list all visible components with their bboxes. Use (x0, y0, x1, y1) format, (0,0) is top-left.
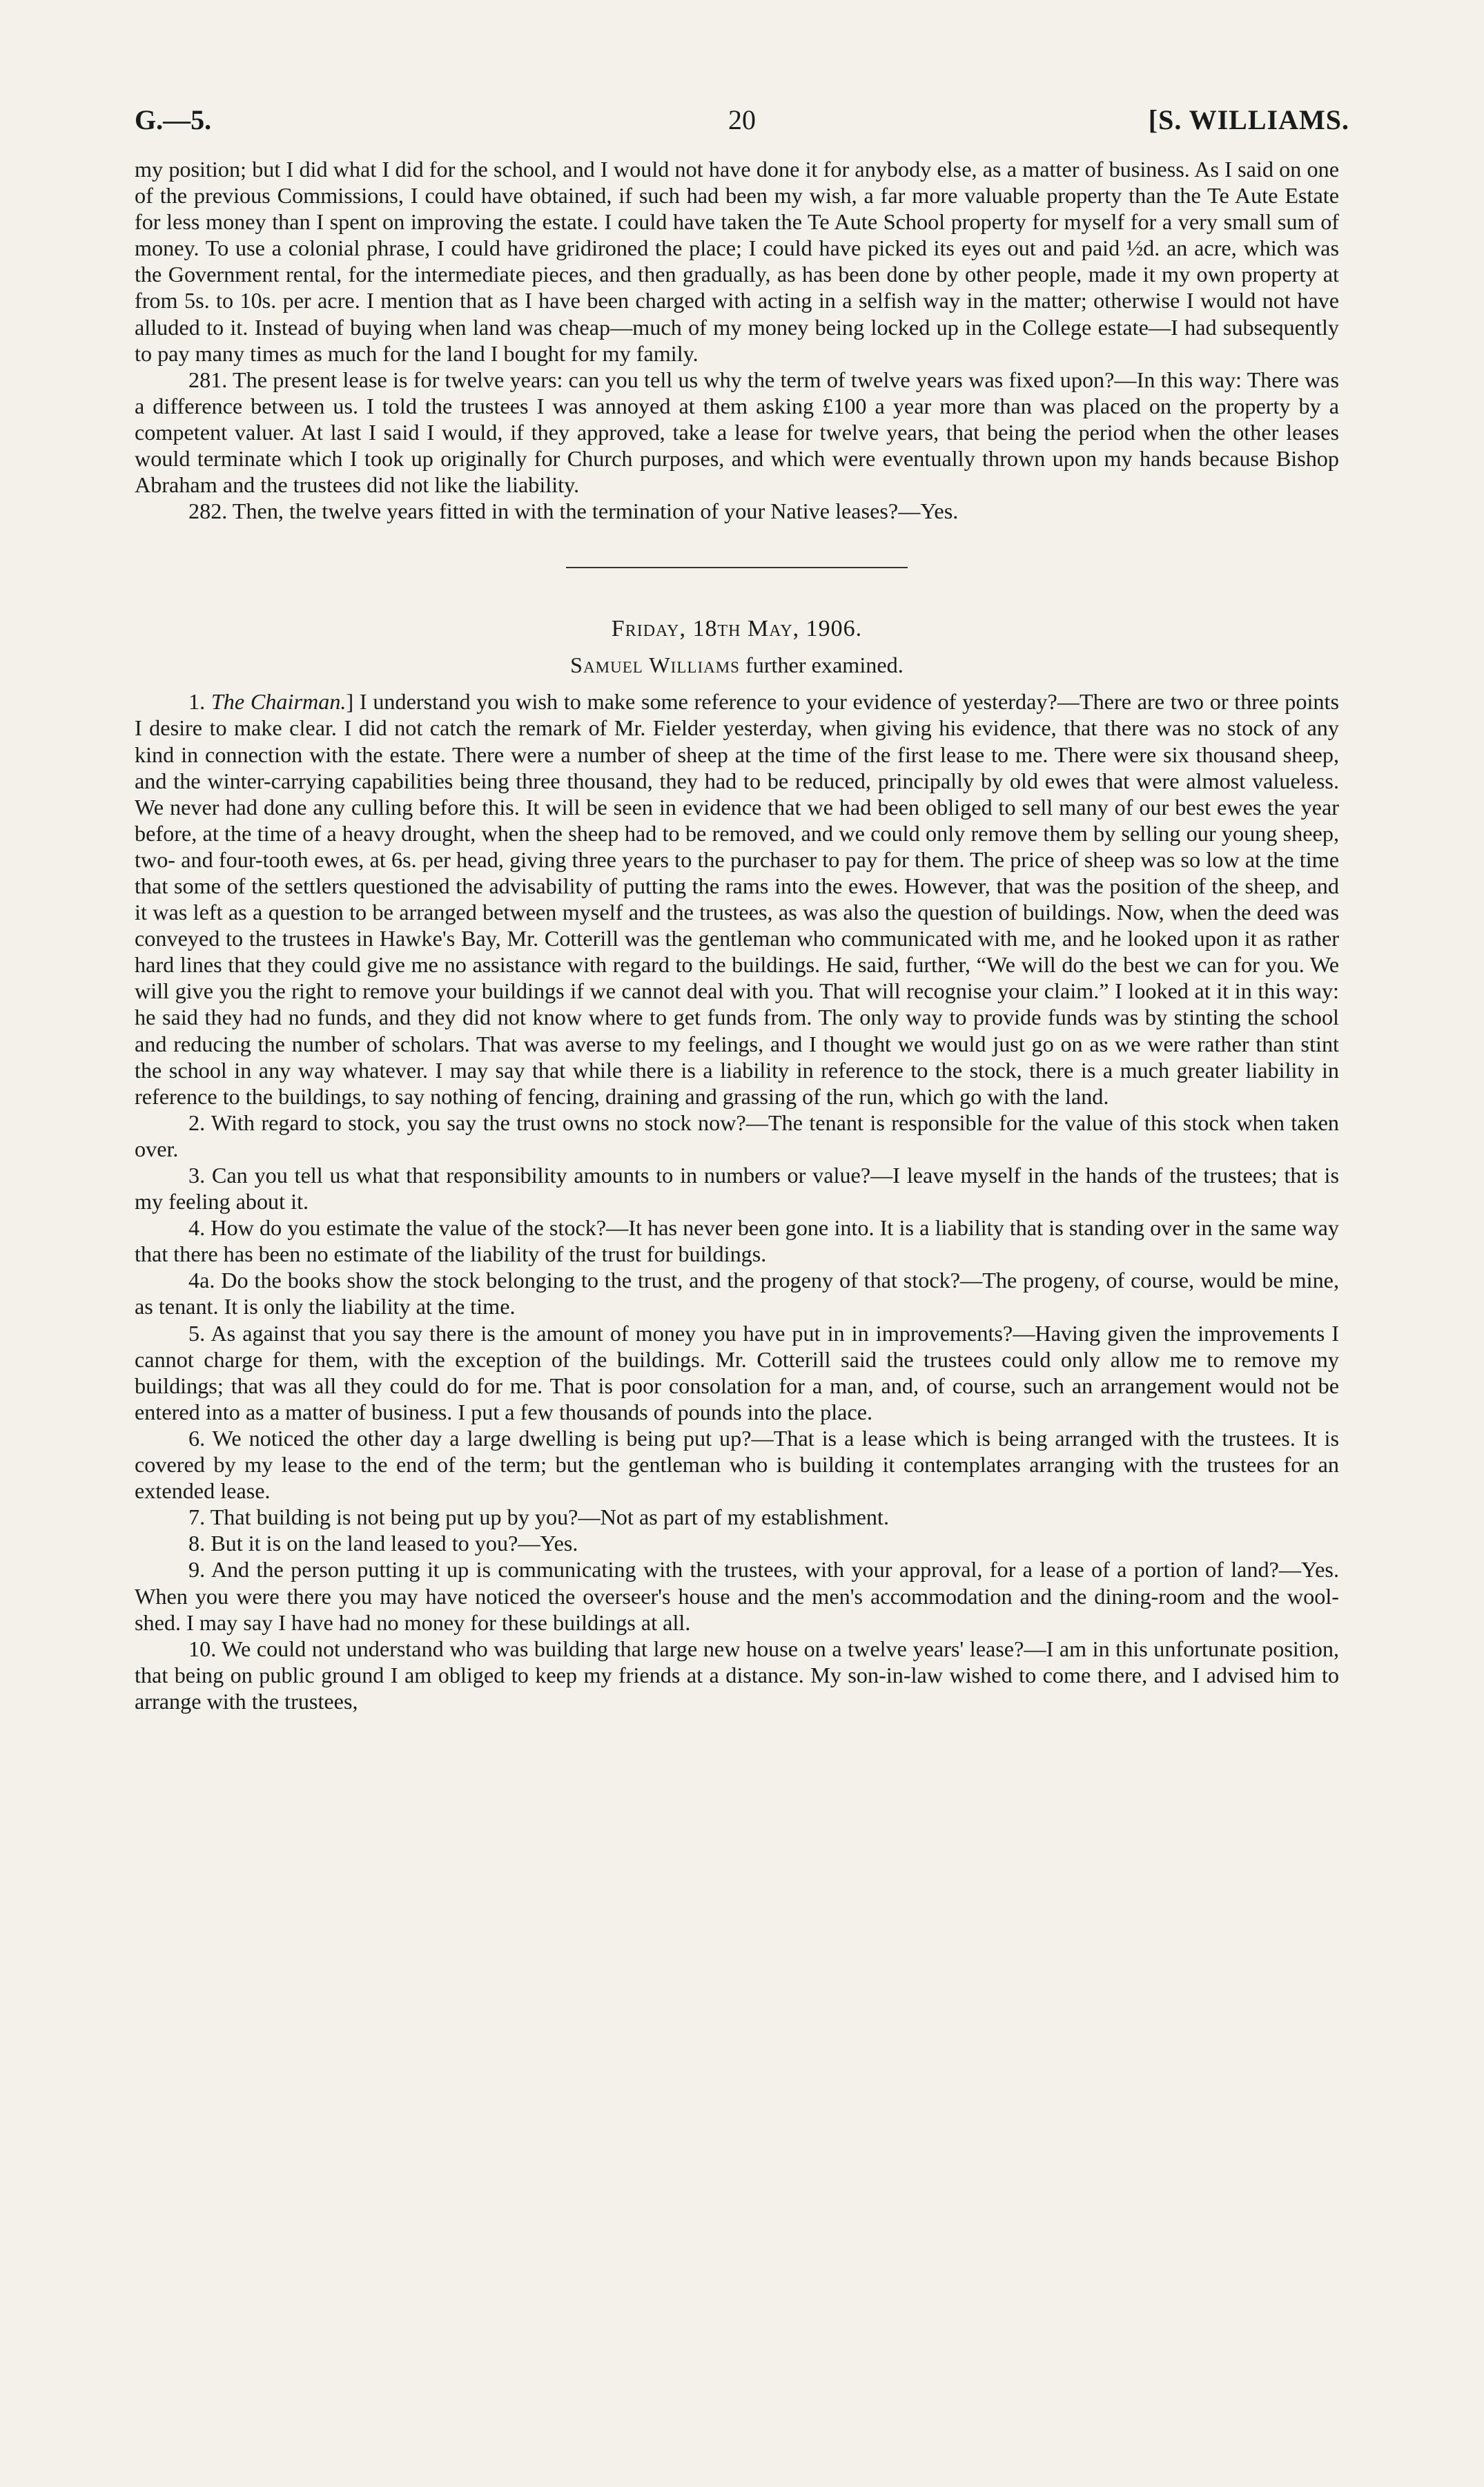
page-header (135, 104, 1349, 145)
question-10: 10. We could not understand who was building that large new house on a twelve years' lease?—I am in this unfortunate position, that being on public ground I am obliged to keep my friends at a distance. My son-in-law wished to come there, and I advised him to arrange with the trustees, (135, 1636, 1339, 1714)
question-4a: 4a. Do the books show the stock belonging to the trust, and the progeny of that stock?—The progeny, of course, would be mine, as tenant. It is only the liability at the time. (135, 1268, 1339, 1319)
question-number: 1. (188, 689, 211, 715)
witness-suffix: further examined. (739, 652, 904, 678)
witness-name: Samuel Williams (570, 652, 740, 678)
header-witness-name: [S. WILLIAMS. (1148, 104, 1349, 135)
question-4: 4. How do you estimate the value of the stock?—It has never been gone into. It is a liability that is standing over in the same way that there has been no estimate of the liability of the trust for buildings. (135, 1215, 1339, 1267)
question-6: 6. We noticed the other day a large dwelling is being put up?—That is a lease which is being arranged with the trustees. It is covered by my lease to the end of the term; but the gentleman who is building it contemplates arranging with the trustees for an extended lease. (135, 1425, 1339, 1504)
header-paper-reference: G.—5. (135, 104, 212, 135)
page-body (135, 156, 1339, 1714)
question-3: 3. Can you tell us what that responsibility amounts to in numbers or value?—I leave myself in the hands of the trustees; that is my feeling about it. (135, 1163, 1339, 1215)
speaker-name: The Chairman. (211, 689, 346, 715)
section-divider (566, 567, 908, 568)
question-282: 282. Then, the twelve years fitted in with the termination of your Native leases?—Yes. (188, 499, 959, 524)
page-number: 20 (728, 104, 756, 135)
question-5: 5. As against that you say there is the amount of money you have put in in improvements?—Having given the improvements I cannot charge for them, with the exception of the buildings. Mr. Cotterill said the trustees could only allow me to remove my buildings; that was all they could do for me. That is poor consolation for a man, and, of course, such an arrangement would not be entered into as a matter of business. I put a few thousands of pounds into the place. (135, 1320, 1339, 1424)
witness-heading (135, 651, 1339, 679)
question-text: ] I understand you wish to make some reference to your evidence of yesterday?—There are two or three points I desire to make clear. I did not catch the remark of Mr. Fielder yesterday, when giving his evidence, that there was no stock of any kind in connection with the estate. There were a number of sheep at the time of the first lease to me. There were six thousand sheep, and the winter-carrying capabilities being three thousand, they had to be reduced, principally by old ewes that were almost valueless. We never had done any culling before this. It will be seen in evidence that we had been obliged to sell many of our best ewes the year before, at the time of a heavy drought, when the sheep had to be removed, and we could only remove them by selling our young sheep, two- and four-tooth ewes, at 6s. per head, giving three years to the purchaser to pay for them. The price of sheep was so low at the time that some of the settlers questioned the advisability of putting the rams into the ewes. However, that was the position of the sheep, and it was left as a question to be arranged between myself and the trustees, as was also the question of buildings. Now, when the deed was conveyed to the trustees in Hawke's Bay, Mr. Cotterill was the gentleman who communicated with me, and he looked upon it as rather hard lines that they could give me no assistance with regard to the buildings. He said, further, “We will do the best we can for you. We will give you the right to remove your buildings if we cannot deal with you. That will recognise your claim.” I looked at it in this way: he said they had no funds, and they did not know where to get funds from. The only way to provide funds was by stinting the school and reducing the number of scholars. That was averse to my feelings, and I thought we would just go on as we were rather than stint the school in any way whatever. I may say that while there is a liability in reference to the stock, there is a much greater liability in reference to the buildings, to say nothing of fencing, draining and grassing of the run, which go with the land. (135, 689, 1339, 1109)
question-2: 2. With regard to stock, you say the trust owns no stock now?—The tenant is responsible for the value of this stock when taken over. (135, 1110, 1339, 1161)
session-date: Friday, 18th May, 1906. (611, 616, 863, 642)
question-9: 9. And the person putting it up is communicating with the trustees, with your approval, for a lease of a portion of land?—Yes. When you were there you may have noticed the overseer's house and the men's accommodation and the dining-room and the wool-shed. I may say I have had no money for these buildings at all. (135, 1557, 1339, 1635)
continued-paragraph: my position; but I did what I did for the school, and I would not have done it for anybody else, as a matter of business. As I said on one of the previous Commissions, I could have obtained, if such had been my wish, a far more valuable property than the Te Aute Estate for less money than I spent on improving the estate. I could have taken the Te Aute School property for myself for a very small sum of money. To use a colonial phrase, I could have gridironed the place; I could have picked its eyes out and paid ½d. an acre, which was the Government rental, for the intermediate pieces, and then gradually, as has been done by other people, made it my own property at from 5s. to 10s. per acre. I mention that as I have been charged with acting in a selfish way in the matter; otherwise I would not have alluded to it. Instead of buying when land was cheap—much of my money being locked up in the College estate—I had subsequently to pay many times as much for the land I bought for my family. (135, 157, 1339, 366)
question-8: 8. But it is on the land leased to you?—Yes. (188, 1531, 578, 1556)
question-281: 281. The present lease is for twelve years: can you tell us why the term of twelve years was fixed upon?—In this way: There was a difference between us. I told the trustees I was annoyed at them asking £100 a year more than was placed on the property by a competent valuer. At last I said I would, if they approved, take a lease for twelve years, that being the period when the other leases would terminate which I took up originally for Church purposes, and which were eventually thrown upon my hands because Bishop Abraham and the trustees did not like the liability. (135, 367, 1339, 498)
question-7: 7. That building is not being put up by you?—Not as part of my establishment. (188, 1504, 889, 1530)
question-1 (135, 688, 1339, 1110)
